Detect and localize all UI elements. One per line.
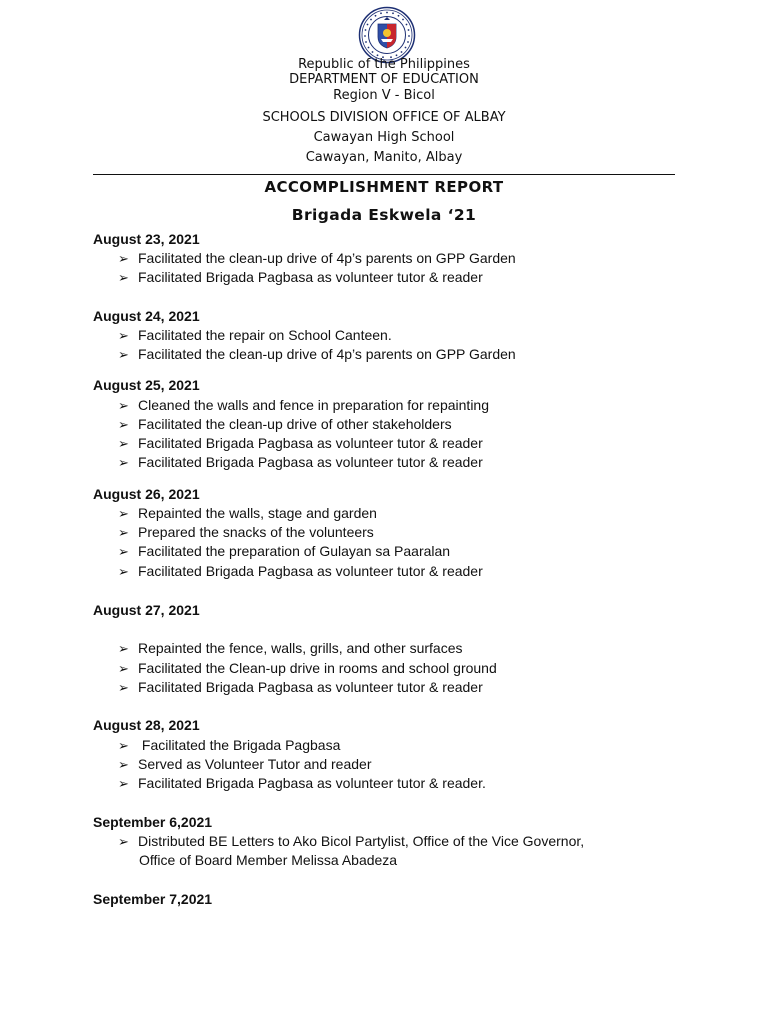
bullet-arrow-icon: ➢ xyxy=(118,544,129,559)
school-address: Cawayan, Manito, Albay xyxy=(305,150,463,165)
bullet-arrow-icon: ➢ xyxy=(118,417,129,432)
entry-date: September 7,2021 xyxy=(93,891,213,907)
list-item: ➢ Facilitated the clean-up drive of 4p’s parents on GPP Garden xyxy=(118,250,516,266)
entry-date: August 23, 2021 xyxy=(93,231,200,247)
bullet-arrow-icon: ➢ xyxy=(118,525,129,540)
bullet-arrow-icon: ➢ xyxy=(118,661,129,676)
bullet-arrow-icon: ➢ xyxy=(118,641,129,656)
country-name: Republic of the Philippines xyxy=(298,57,470,72)
list-item: ➢ Facilitated the clean-up drive of 4p’s parents on GPP Garden xyxy=(118,346,516,362)
list-item: ➢ Facilitated Brigada Pagbasa as volunteer tutor & reader. xyxy=(118,775,486,791)
list-item: ➢ Facilitated the repair on School Canteen. xyxy=(118,327,392,343)
bullet-arrow-icon: ➢ xyxy=(118,270,129,285)
bullet-arrow-icon: ➢ xyxy=(118,328,129,343)
school-name: Cawayan High School xyxy=(313,130,455,145)
bullet-arrow-icon: ➢ xyxy=(118,455,129,470)
bullet-arrow-icon: ➢ xyxy=(118,564,129,579)
entry-date: September 6,2021 xyxy=(93,814,213,830)
list-item: ➢ Served as Volunteer Tutor and reader xyxy=(118,756,372,772)
bullet-arrow-icon: ➢ xyxy=(118,347,129,362)
bullet-arrow-icon: ➢ xyxy=(118,776,129,791)
header-divider xyxy=(93,174,675,175)
entry-date: August 28, 2021 xyxy=(93,717,200,733)
list-item: ➢ Facilitated the preparation of Gulayan sa Paaralan xyxy=(118,543,451,559)
entry-date: August 26, 2021 xyxy=(93,486,200,502)
list-item: ➢ Facilitated Brigada Pagbasa as volunteer tutor & reader xyxy=(118,563,483,579)
letterhead xyxy=(0,57,768,168)
bullet-arrow-icon: ➢ xyxy=(118,834,129,849)
division-office: SCHOOLS DIVISION OFFICE OF ALBAY xyxy=(262,110,506,125)
list-item: ➢ Facilitated Brigada Pagbasa as volunteer tutor & reader xyxy=(118,679,483,695)
list-item: ➢ Cleaned the walls and fence in preparation for repainting xyxy=(118,397,490,413)
list-item: ➢ Prepared the snacks of the volunteers xyxy=(118,524,374,540)
bullet-arrow-icon: ➢ xyxy=(118,251,129,266)
list-item: ➢ Repainted the fence, walls, grills, and other surfaces xyxy=(118,640,463,656)
entry-date: August 27, 2021 xyxy=(93,602,200,618)
bullet-arrow-icon: ➢ xyxy=(118,757,129,772)
list-item: ➢ Repainted the walls, stage and garden xyxy=(118,505,377,521)
entry-date: August 24, 2021 xyxy=(93,308,200,324)
list-item: ➢ Distributed BE Letters to Ako Bicol Partylist, Office of the Vice Governor, xyxy=(118,833,585,849)
list-item-continuation: Office of Board Member Melissa Abadeza xyxy=(139,852,398,868)
bullet-arrow-icon: ➢ xyxy=(118,738,129,753)
report-subtitle: Brigada Eskwela ‘21 xyxy=(291,206,477,224)
department-name: DEPARTMENT OF EDUCATION xyxy=(289,72,479,87)
report-title: ACCOMPLISHMENT REPORT xyxy=(264,178,504,196)
entry-date: August 25, 2021 xyxy=(93,377,200,393)
bullet-arrow-icon: ➢ xyxy=(118,436,129,451)
bullet-arrow-icon: ➢ xyxy=(118,680,129,695)
list-item: ➢ Facilitated Brigada Pagbasa as volunteer tutor & reader xyxy=(118,435,483,451)
list-item: ➢ Facilitated the clean-up drive of other stakeholders xyxy=(118,416,452,432)
deped-seal-logo xyxy=(358,6,416,64)
bullet-arrow-icon: ➢ xyxy=(118,506,129,521)
list-item: ➢ Facilitated Brigada Pagbasa as volunteer tutor & reader xyxy=(118,454,483,470)
region-name: Region V - Bicol xyxy=(333,88,435,103)
list-item: ➢ Facilitated the Clean-up drive in rooms and school ground xyxy=(118,660,497,676)
list-item: ➢ Facilitated Brigada Pagbasa as volunteer tutor & reader xyxy=(118,269,483,285)
bullet-arrow-icon: ➢ xyxy=(118,398,129,413)
list-item: ➢ Facilitated the Brigada Pagbasa xyxy=(118,737,341,753)
